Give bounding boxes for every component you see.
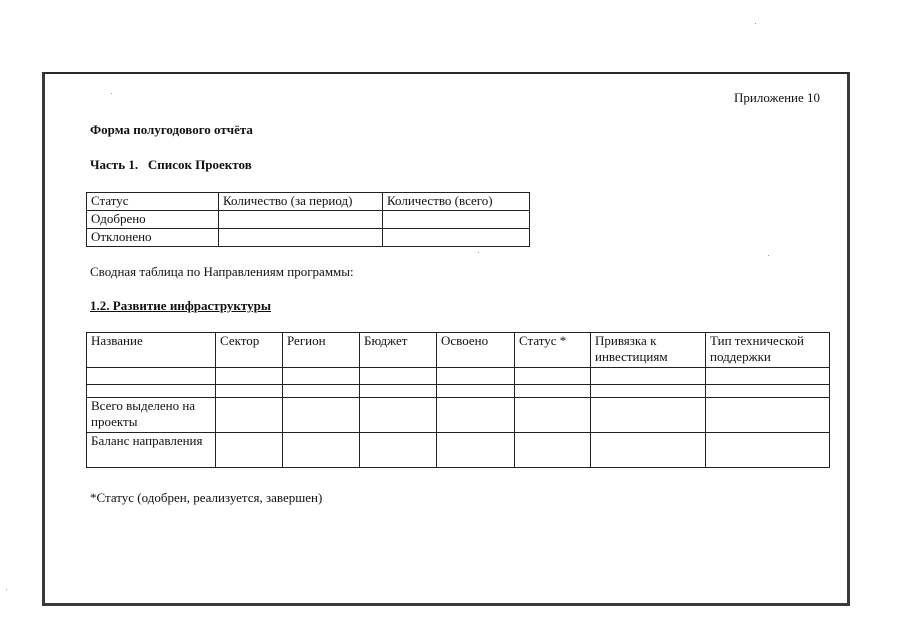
table-cell [437, 368, 515, 385]
table-cell [216, 385, 283, 398]
table-cell [706, 368, 830, 385]
table-cell [515, 368, 591, 385]
projects-table-header-row [87, 333, 830, 368]
direction-balance-row [87, 433, 830, 468]
table-cell [591, 433, 706, 468]
table-cell [437, 433, 515, 468]
total-allocated-label: Всего выделено на проекты [87, 398, 216, 433]
table-row [87, 211, 530, 229]
scan-speck [768, 255, 769, 256]
table-row [87, 385, 830, 398]
total-allocated-row [87, 398, 830, 433]
table-cell [706, 385, 830, 398]
status-table [86, 192, 530, 247]
table-row [87, 368, 830, 385]
section-title: 1.2. Развитие инфраструктуры [90, 298, 271, 313]
table-cell [360, 398, 437, 433]
scan-speck [6, 589, 7, 590]
period-count-column-header: Количество (за период) [219, 193, 383, 211]
support-type-column-header: Тип технической поддержки [706, 333, 830, 368]
status-column-header: Статус * [515, 333, 591, 368]
region-column-header: Регион [283, 333, 360, 368]
investment-link-column-header: Привязка к инвестициям [591, 333, 706, 368]
table-cell [706, 433, 830, 468]
total-count-cell [383, 229, 530, 247]
table-cell [283, 368, 360, 385]
scan-speck [755, 23, 756, 24]
status-table-header-row [87, 193, 530, 211]
table-cell [360, 368, 437, 385]
table-cell [591, 368, 706, 385]
part-title: Часть 1. Список Проектов [90, 157, 252, 172]
table-cell [360, 385, 437, 398]
table-cell [216, 398, 283, 433]
table-cell [515, 385, 591, 398]
table-cell [591, 398, 706, 433]
name-column-header: Название [87, 333, 216, 368]
table-cell [437, 385, 515, 398]
status-cell: Одобрено [87, 211, 219, 229]
status-cell: Отклонено [87, 229, 219, 247]
projects-table [86, 332, 830, 468]
spent-column-header: Освоено [437, 333, 515, 368]
table-cell [87, 385, 216, 398]
direction-balance-label: Баланс направления [87, 433, 216, 468]
table-cell [591, 385, 706, 398]
form-title: Форма полугодового отчёта [90, 122, 253, 137]
period-count-cell [219, 211, 383, 229]
table-cell [216, 433, 283, 468]
summary-table-caption: Сводная таблица по Направлениям программы: [90, 264, 354, 279]
table-cell [706, 398, 830, 433]
scan-speck [478, 252, 479, 253]
period-count-cell [219, 229, 383, 247]
table-cell [283, 398, 360, 433]
appendix-label: Приложение 10 [734, 90, 821, 105]
table-cell [515, 433, 591, 468]
total-count-cell [383, 211, 530, 229]
table-cell [515, 398, 591, 433]
status-column-header: Статус [87, 193, 219, 211]
budget-column-header: Бюджет [360, 333, 437, 368]
sector-column-header: Сектор [216, 333, 283, 368]
table-cell [360, 433, 437, 468]
table-cell [283, 433, 360, 468]
table-cell [216, 368, 283, 385]
table-cell [437, 398, 515, 433]
table-row [87, 229, 530, 247]
table-cell [87, 368, 216, 385]
total-count-column-header: Количество (всего) [383, 193, 530, 211]
scan-speck [111, 93, 112, 94]
table-cell [283, 385, 360, 398]
status-footnote: *Статус (одобрен, реализуется, завершен) [90, 490, 323, 505]
